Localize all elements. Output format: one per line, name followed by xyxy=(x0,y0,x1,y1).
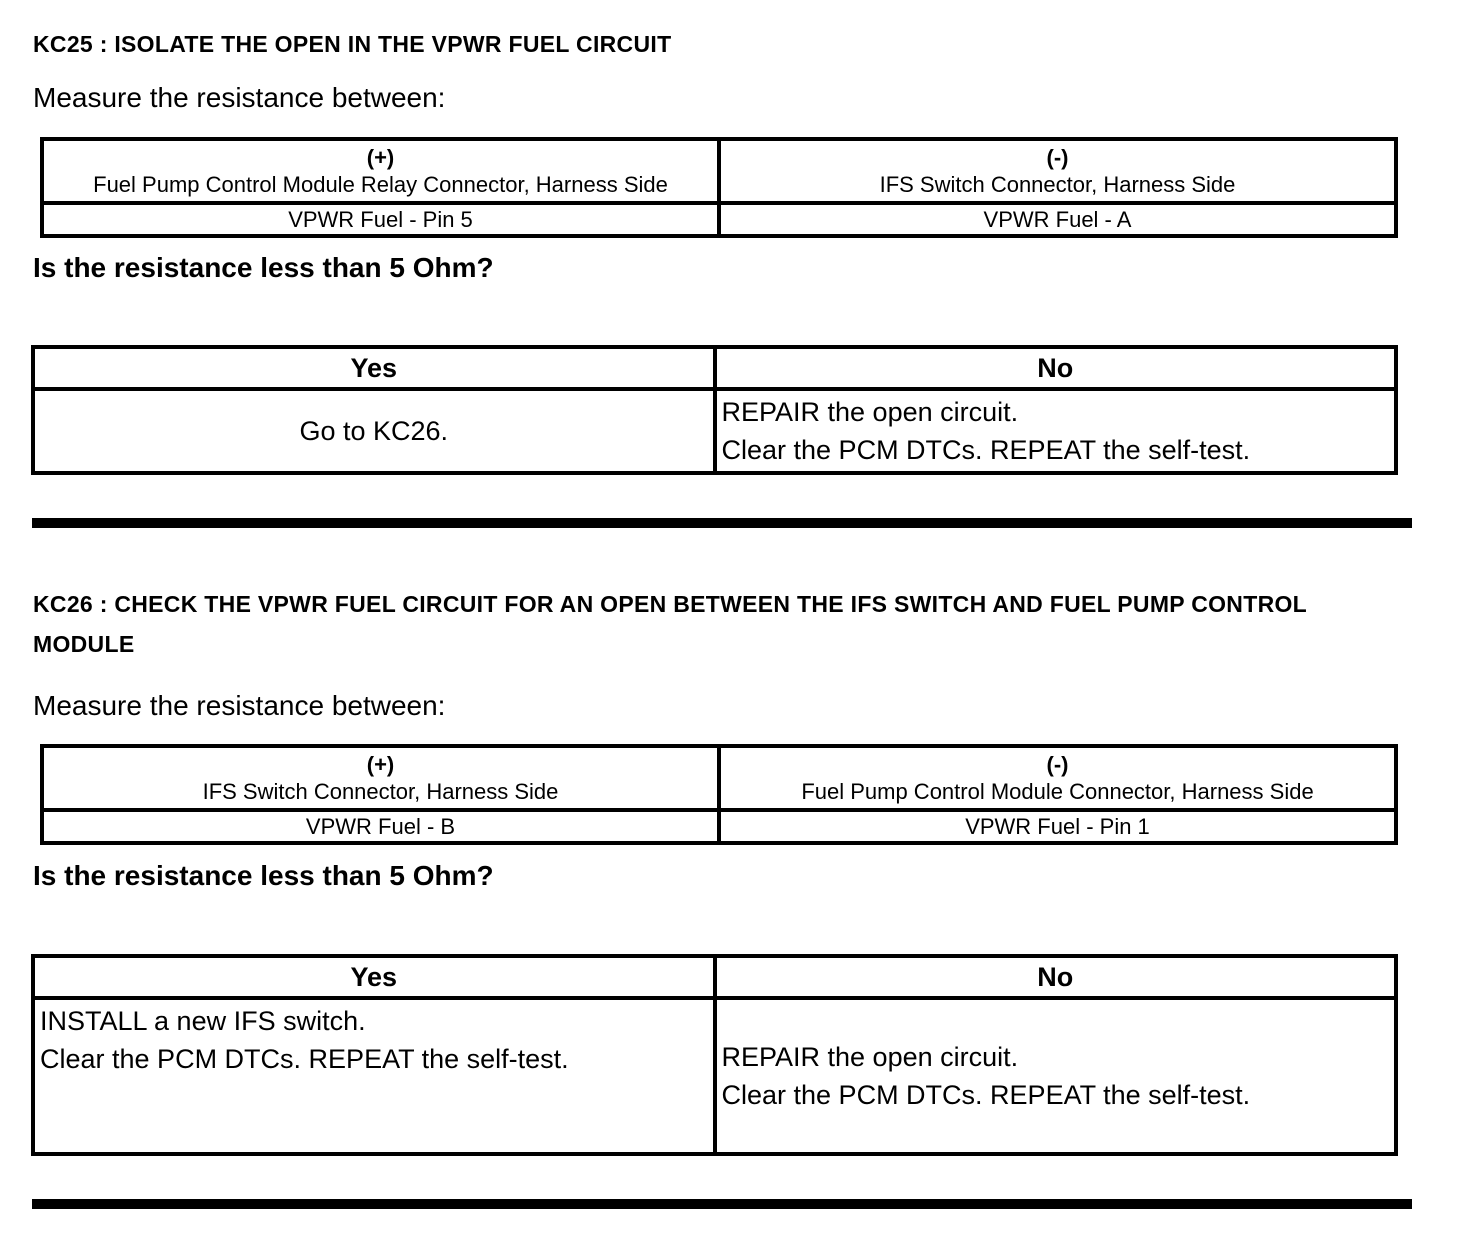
negative-connector-label: IFS Switch Connector, Harness Side xyxy=(879,172,1236,197)
measurement-point-row xyxy=(42,810,1396,843)
result-line: INSTALL a new IFS switch. xyxy=(40,1006,366,1036)
measurement-header-row xyxy=(42,139,1396,203)
negative-polarity: (-) xyxy=(1046,752,1069,777)
negative-header-cell xyxy=(719,746,1396,810)
result-table-kc26 xyxy=(31,954,1398,1156)
positive-connector-label: Fuel Pump Control Module Relay Connector, Harness Side xyxy=(93,172,668,197)
measurement-header-row xyxy=(42,746,1396,810)
yes-result-cell xyxy=(33,389,715,473)
result-table-kc25 xyxy=(31,345,1398,475)
positive-point-cell: VPWR Fuel - B xyxy=(42,810,719,843)
result-line: REPAIR the open circuit. xyxy=(721,397,1019,427)
positive-polarity: (+) xyxy=(366,145,395,170)
result-header-row xyxy=(33,347,1396,389)
result-line: Clear the PCM DTCs. REPEAT the self-test. xyxy=(40,1044,569,1074)
yes-header-cell: Yes xyxy=(33,956,715,998)
measurement-table-kc25 xyxy=(40,137,1398,238)
yes-header-cell: Yes xyxy=(33,347,715,389)
negative-point-cell: VPWR Fuel - A xyxy=(719,203,1396,236)
result-body-row xyxy=(33,998,1396,1154)
result-body-row xyxy=(33,389,1396,473)
no-result-cell xyxy=(715,998,1397,1154)
measure-instruction: Measure the resistance between: xyxy=(33,690,446,721)
no-header-cell: No xyxy=(715,347,1397,389)
result-header-row xyxy=(33,956,1396,998)
result-line: Clear the PCM DTCs. REPEAT the self-test. xyxy=(721,1080,1251,1110)
negative-header-cell xyxy=(719,139,1396,203)
result-line: REPAIR the open circuit. xyxy=(721,1042,1019,1072)
measurement-table-kc26 xyxy=(40,744,1398,845)
step-kc26-title: KC26 : CHECK THE VPWR FUEL CIRCUIT FOR AN OPEN BETWEEN THE IFS SWITCH AND FUEL PUMP CONTROL MODULE xyxy=(33,591,1307,657)
measurement-point-row xyxy=(42,203,1396,236)
step-kc25-title: KC25 : ISOLATE THE OPEN IN THE VPWR FUEL CIRCUIT xyxy=(33,31,672,57)
no-header-cell: No xyxy=(715,956,1397,998)
positive-header-cell xyxy=(42,746,719,810)
resistance-question: Is the resistance less than 5 Ohm? xyxy=(33,252,494,283)
positive-point-cell: VPWR Fuel - Pin 5 xyxy=(42,203,719,236)
section-divider xyxy=(32,1199,1412,1209)
result-line: Clear the PCM DTCs. REPEAT the self-test. xyxy=(721,435,1251,465)
no-result-cell xyxy=(715,389,1397,473)
negative-polarity: (-) xyxy=(1046,145,1069,170)
positive-polarity: (+) xyxy=(366,752,395,777)
negative-connector-label: Fuel Pump Control Module Connector, Harness Side xyxy=(801,779,1314,804)
positive-connector-label: IFS Switch Connector, Harness Side xyxy=(202,779,559,804)
section-divider xyxy=(32,518,1412,528)
resistance-question: Is the resistance less than 5 Ohm? xyxy=(33,860,494,891)
negative-point-cell: VPWR Fuel - Pin 1 xyxy=(719,810,1396,843)
positive-header-cell xyxy=(42,139,719,203)
result-line: Go to KC26. xyxy=(299,416,449,446)
measure-instruction: Measure the resistance between: xyxy=(33,82,446,113)
yes-result-cell xyxy=(33,998,715,1154)
